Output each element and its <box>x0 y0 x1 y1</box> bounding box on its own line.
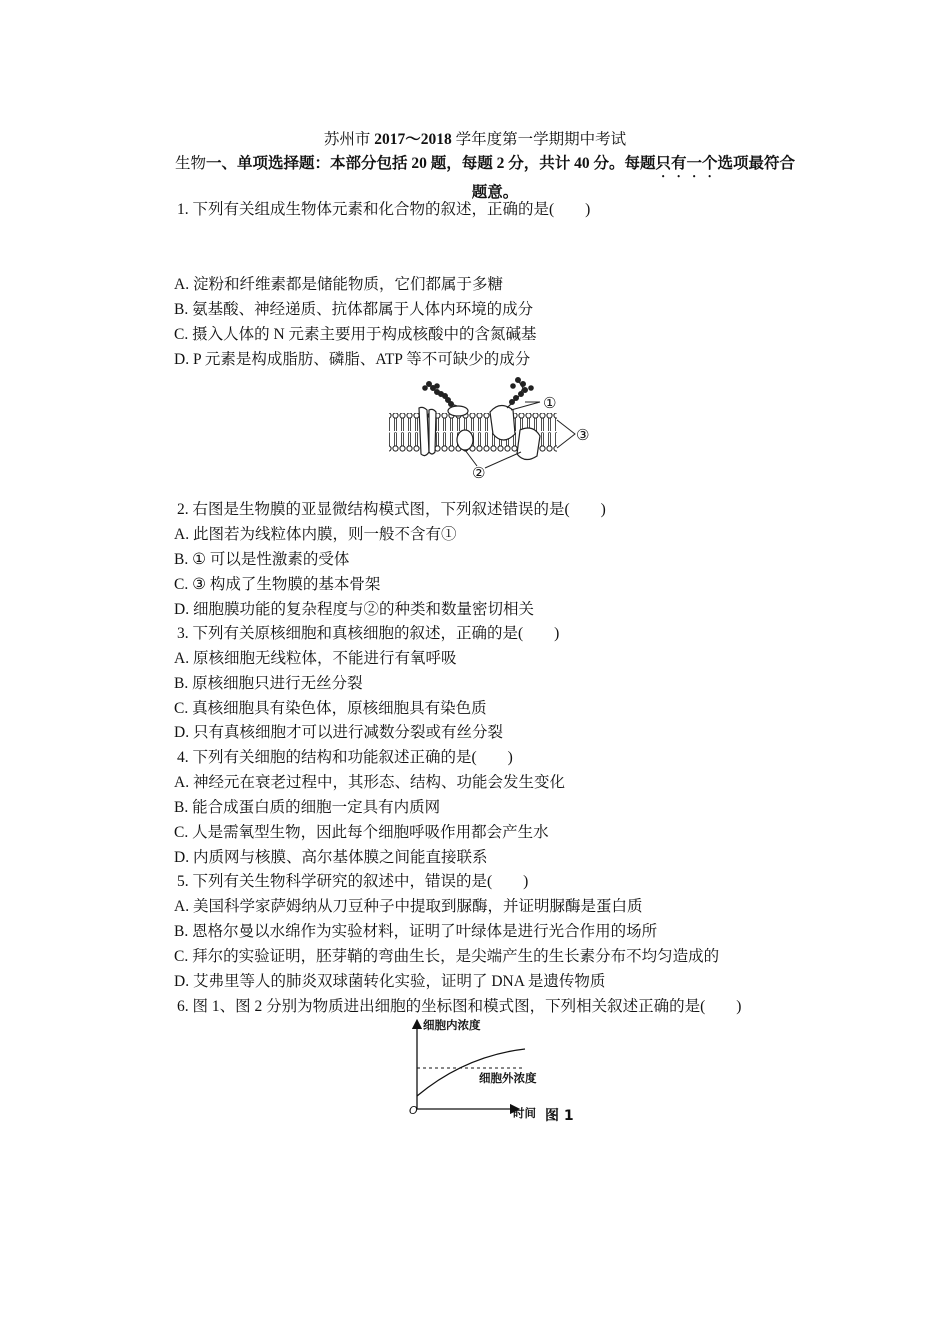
origin-label: O <box>409 1104 418 1117</box>
question-stem: 1. 下列有关组成生物体元素和化合物的叙述，正确的是( ) <box>177 201 591 218</box>
option: D. 细胞膜功能的复杂程度与②的种类和数量密切相关 <box>174 601 534 618</box>
option: C. 摄入人体的 N 元素主要用于构成核酸中的含氮碱基 <box>174 326 537 343</box>
concentration-graph <box>405 1016 590 1131</box>
x-axis-label: 时间 <box>513 1106 536 1120</box>
option: B. ① 可以是性激素的受体 <box>174 551 350 568</box>
label-2: ② <box>472 464 486 482</box>
section-instructions: 生物一、单项选择题：本部分包括 20 题，每题 2 分，共计 40 分。每题只有一个选项最符合 题意。 <box>175 155 796 201</box>
label-1: ① <box>543 394 557 412</box>
option: A. 此图若为线粒体内膜，则一般不含有① <box>174 526 457 543</box>
option: B. 原核细胞只进行无丝分裂 <box>174 675 363 692</box>
option: D. 内质网与核膜、高尔基体膜之间能直接联系 <box>174 849 488 866</box>
channel-protein <box>419 407 429 455</box>
dashed-line-label: 细胞外浓度 <box>479 1071 537 1085</box>
label-3: ③ <box>576 426 590 444</box>
option: A. 美国科学家萨姆纳从刀豆种子中提取到脲酶，并证明脲酶是蛋白质 <box>174 898 643 915</box>
y-axis-label: 细胞内浓度 <box>423 1018 481 1032</box>
option: C. 真核细胞具有染色体，原核细胞具有染色质 <box>174 700 487 717</box>
option: C. 拜尔的实验证明，胚芽鞘的弯曲生长，是尖端产生的生长素分布不均匀造成的 <box>174 948 720 965</box>
option: B. 恩格尔曼以水绵作为实验材料，证明了叶绿体是进行光合作用的场所 <box>174 923 658 940</box>
embedded-protein <box>457 430 473 450</box>
figure-caption: 图 1 <box>545 1108 574 1124</box>
question-stem: 2. 右图是生物膜的亚显微结构模式图，下列叙述错误的是( ) <box>177 501 606 518</box>
peripheral-protein <box>448 406 468 416</box>
option: B. 氨基酸、神经递质、抗体都属于人体内环境的成分 <box>174 301 534 318</box>
option: D. 艾弗里等人的肺炎双球菌转化实验，证明了 DNA 是遗传物质 <box>174 973 606 990</box>
question-stem: 5. 下列有关生物科学研究的叙述中，错误的是( ) <box>177 873 529 890</box>
receptor-protein <box>490 405 515 440</box>
membrane-figure <box>385 372 600 482</box>
inner-protein <box>517 428 540 460</box>
option: A. 原核细胞无线粒体，不能进行有氧呼吸 <box>174 650 457 667</box>
exam-title: 苏州市 2017～2018 学年度第一学期期中考试 <box>323 131 627 148</box>
option: B. 能合成蛋白质的细胞一定具有内质网 <box>174 799 441 816</box>
question-stem: 6. 图 1、图 2 分别为物质进出细胞的坐标图和模式图，下列相关叙述正确的是( ) <box>177 998 742 1015</box>
emphasis-text: 只有一个 <box>655 155 718 172</box>
glycocalyx-chain <box>507 378 533 408</box>
option: C. ③ 构成了生物膜的基本骨架 <box>174 576 381 593</box>
question-stem: 4. 下列有关细胞的结构和功能叙述正确的是( ) <box>177 749 513 766</box>
glycocalyx-chain <box>423 382 457 407</box>
question-stem: 3. 下列有关原核细胞和真核细胞的叙述，正确的是( ) <box>177 625 560 642</box>
option: D. 只有真核细胞才可以进行减数分裂或有丝分裂 <box>174 724 503 741</box>
option: A. 神经元在衰老过程中，其形态、结构、功能会发生变化 <box>174 774 565 791</box>
option: A. 淀粉和纤维素都是储能物质，它们都属于多糖 <box>174 276 503 293</box>
option: C. 人是需氧型生物，因此每个细胞呼吸作用都会产生水 <box>174 824 549 841</box>
option: D. P 元素是构成脂肪、磷脂、ATP 等不可缺少的成分 <box>174 351 531 368</box>
